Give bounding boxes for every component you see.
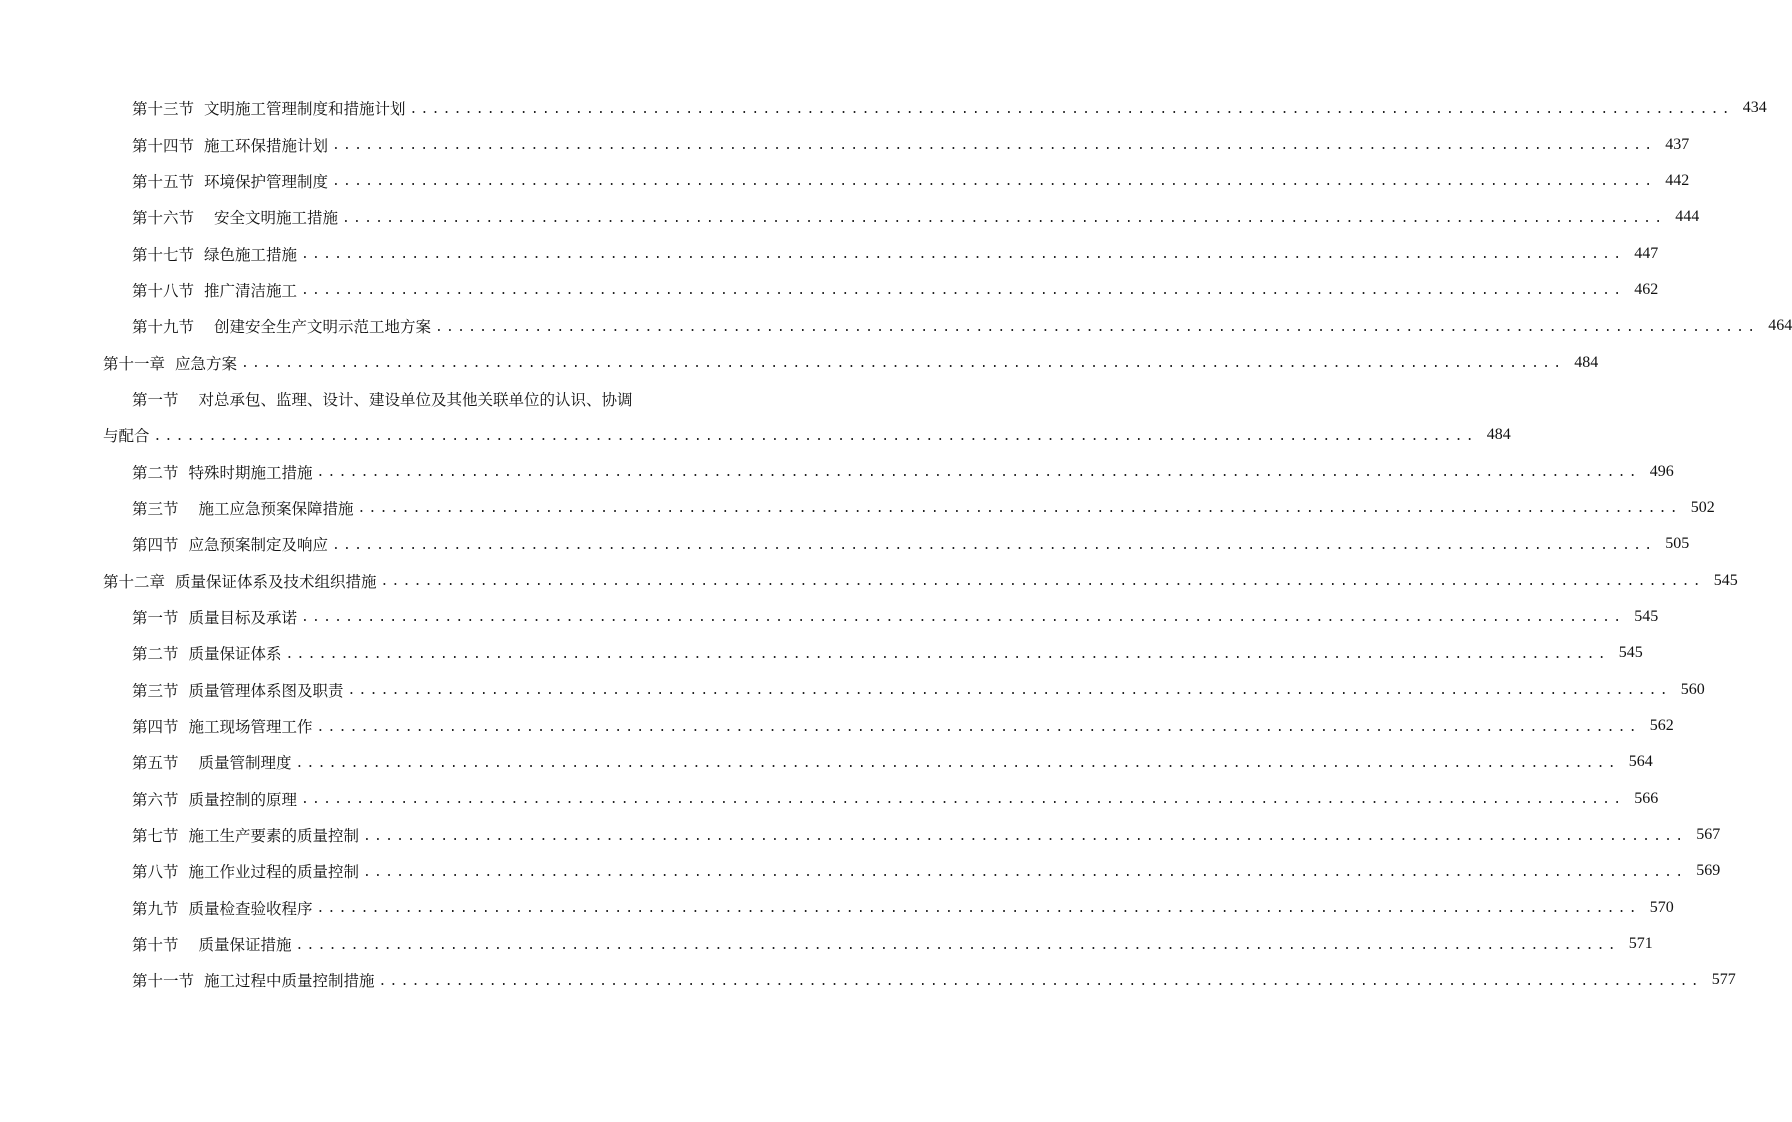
toc-entry-title: 应急预案制定及响应 bbox=[188, 536, 329, 555]
table-of-contents bbox=[0, 90, 1792, 999]
toc-page-number: 484 bbox=[1574, 353, 1599, 371]
toc-page-number: 566 bbox=[1634, 789, 1659, 807]
toc-dot-leader: ........................................................................................................................ bbox=[316, 719, 1640, 735]
toc-page-number: 562 bbox=[1649, 717, 1674, 735]
toc-entry-title: 环境保护管理制度 bbox=[204, 172, 329, 191]
toc-page-number: 434 bbox=[1742, 99, 1767, 117]
toc-page-number: 502 bbox=[1690, 498, 1715, 516]
toc-entry-number: 第十一章 bbox=[103, 354, 166, 373]
toc-entry-title: 施工作业过程的质量控制 bbox=[188, 863, 360, 882]
toc-dot-leader: ........................................................................................................................ bbox=[357, 501, 1681, 517]
toc-section-entry[interactable] bbox=[0, 453, 1674, 489]
toc-entry-number: 第二节 bbox=[132, 463, 179, 482]
toc-dot-leader: ........................................................................................................................ bbox=[295, 755, 1619, 771]
toc-entry-number: 第一节 bbox=[132, 608, 179, 627]
toc-page-number: 564 bbox=[1628, 753, 1653, 771]
toc-section-entry[interactable] bbox=[0, 235, 1659, 271]
toc-section-entry[interactable] bbox=[0, 962, 1736, 998]
toc-entry-number: 第一节 bbox=[132, 390, 179, 409]
toc-dot-leader: ........................................................................................................................ bbox=[363, 828, 1687, 844]
toc-entry-number: 第七节 bbox=[132, 827, 179, 846]
toc-page-number: 570 bbox=[1649, 898, 1674, 916]
toc-entry-title: 质量检查验收程序 bbox=[188, 899, 313, 918]
toc-entry-title: 质量保证体系 bbox=[188, 645, 282, 664]
toc-dot-leader: ........................................................................................................................ bbox=[378, 973, 1702, 989]
toc-entry-title: 施工环保措施计划 bbox=[204, 136, 329, 155]
toc-page-number: 437 bbox=[1665, 135, 1690, 153]
toc-entry-title: 质量保证体系及技术组织措施 bbox=[175, 572, 377, 591]
toc-entry-title: 施工应急预案保障措施 bbox=[198, 499, 354, 518]
toc-section-entry[interactable] bbox=[0, 744, 1653, 780]
toc-dot-leader: ........................................................................................................................ bbox=[301, 247, 1625, 263]
toc-dot-leader: ........................................................................................................................ bbox=[301, 792, 1625, 808]
toc-entry-number: 第四节 bbox=[132, 536, 179, 555]
toc-section-entry[interactable] bbox=[0, 890, 1674, 926]
toc-entry-title: 质量管制理度 bbox=[198, 754, 292, 773]
toc-section-entry[interactable] bbox=[0, 381, 794, 417]
toc-entry-number: 第三节 bbox=[132, 499, 179, 518]
toc-dot-leader: ........................................................................................................................ bbox=[316, 901, 1640, 917]
toc-entry-number: 第十六节 bbox=[132, 209, 195, 228]
toc-entry-number: 第十二章 bbox=[103, 572, 166, 591]
toc-entry-number: 第三节 bbox=[132, 681, 179, 700]
toc-section-entry[interactable] bbox=[0, 599, 1659, 635]
toc-page-number: 577 bbox=[1711, 971, 1736, 989]
toc-section-entry[interactable] bbox=[0, 853, 1721, 889]
toc-page-number: 569 bbox=[1696, 862, 1721, 880]
toc-dot-leader: ........................................................................................................................ bbox=[342, 210, 1666, 226]
toc-entry-number: 第二节 bbox=[132, 645, 179, 664]
toc-section-entry[interactable] bbox=[0, 126, 1690, 162]
toc-entry-title: 质量管理体系图及职责 bbox=[188, 681, 344, 700]
toc-dot-leader: ........................................................................................................................ bbox=[380, 574, 1704, 590]
toc-dot-leader: ........................................................................................................................ bbox=[409, 101, 1733, 117]
toc-entry-number: 第十节 bbox=[132, 936, 179, 955]
toc-entry-number: 第五节 bbox=[132, 754, 179, 773]
toc-dot-leader: ........................................................................................................................ bbox=[241, 356, 1565, 372]
toc-page-number: 545 bbox=[1713, 571, 1738, 589]
toc-dot-leader: ........................................................................................................................ bbox=[435, 319, 1759, 335]
toc-entry-title: 施工过程中质量控制措施 bbox=[204, 972, 375, 991]
toc-section-entry[interactable] bbox=[0, 781, 1659, 817]
toc-page-number: 567 bbox=[1696, 826, 1721, 844]
toc-dot-leader: ........................................................................................................................ bbox=[153, 428, 1477, 444]
toc-page-number: 560 bbox=[1680, 680, 1705, 698]
toc-entry-number: 第十九节 bbox=[132, 318, 195, 337]
toc-entry-title: 质量控制的原理 bbox=[188, 790, 298, 809]
toc-page-number: 462 bbox=[1634, 280, 1659, 298]
toc-dot-leader: ........................................................................................................................ bbox=[363, 864, 1687, 880]
toc-entry-number: 第十三节 bbox=[132, 100, 195, 119]
toc-entry-title: 质量目标及承诺 bbox=[188, 608, 298, 627]
toc-entry-number: 第四节 bbox=[132, 718, 179, 737]
toc-section-entry[interactable] bbox=[0, 672, 1705, 708]
toc-page-number: 496 bbox=[1649, 462, 1674, 480]
toc-page-number: 442 bbox=[1665, 171, 1690, 189]
toc-entry-number: 第十七节 bbox=[132, 245, 195, 264]
toc-entry-number: 第十五节 bbox=[132, 172, 195, 191]
toc-dot-leader: ........................................................................................................................ bbox=[332, 138, 1656, 154]
toc-page-number: 444 bbox=[1675, 208, 1700, 226]
toc-chapter-entry[interactable] bbox=[0, 562, 1738, 598]
toc-entry-number: 第六节 bbox=[132, 790, 179, 809]
toc-entry-title: 施工生产要素的质量控制 bbox=[188, 827, 360, 846]
toc-entry-title: 施工现场管理工作 bbox=[188, 718, 313, 737]
toc-entry-title: 特殊时期施工措施 bbox=[188, 463, 313, 482]
toc-entry-title: 绿色施工措施 bbox=[204, 245, 298, 264]
toc-section-entry[interactable] bbox=[0, 490, 1715, 526]
toc-section-entry[interactable] bbox=[0, 90, 1767, 126]
toc-entry-title: 应急方案 bbox=[175, 354, 238, 373]
toc-dot-leader: ........................................................................................................................ bbox=[316, 465, 1640, 481]
toc-dot-leader: ........................................................................................................................ bbox=[332, 174, 1656, 190]
toc-page-number: 545 bbox=[1618, 644, 1643, 662]
toc-entry-number: 第十八节 bbox=[132, 281, 195, 300]
toc-entry-title: 质量保证措施 bbox=[198, 936, 292, 955]
toc-dot-leader: ........................................................................................................................ bbox=[347, 683, 1671, 699]
toc-section-entry[interactable] bbox=[0, 163, 1690, 199]
toc-section-entry[interactable] bbox=[0, 635, 1643, 671]
toc-page-number: 505 bbox=[1665, 535, 1690, 553]
toc-section-entry[interactable] bbox=[0, 926, 1653, 962]
toc-entry-number: 第十一节 bbox=[132, 972, 195, 991]
toc-entry-number: 第八节 bbox=[132, 863, 179, 882]
toc-page-number: 484 bbox=[1486, 426, 1511, 444]
toc-section-entry[interactable] bbox=[0, 817, 1721, 853]
toc-section-entry[interactable] bbox=[0, 199, 1700, 235]
toc-section-entry[interactable] bbox=[0, 417, 1511, 453]
toc-dot-leader: ........................................................................................................................ bbox=[285, 646, 1609, 662]
toc-page-number: 464 bbox=[1768, 317, 1792, 335]
toc-page-number: 571 bbox=[1628, 935, 1653, 953]
toc-dot-leader: ........................................................................................................................ bbox=[301, 610, 1625, 626]
toc-section-entry[interactable] bbox=[0, 272, 1659, 308]
toc-entry-title: 文明施工管理制度和措施计划 bbox=[204, 100, 406, 119]
toc-entry-title: 对总承包、监理、设计、建设单位及其他关联单位的认识、协调 bbox=[198, 390, 633, 409]
toc-section-entry[interactable] bbox=[0, 708, 1674, 744]
toc-section-entry[interactable] bbox=[0, 308, 1792, 344]
toc-page-number: 545 bbox=[1634, 607, 1659, 625]
toc-page-number: 447 bbox=[1634, 244, 1659, 262]
toc-entry-title: 安全文明施工措施 bbox=[214, 209, 339, 228]
toc-entry-number: 第九节 bbox=[132, 899, 179, 918]
toc-section-entry[interactable] bbox=[0, 526, 1690, 562]
toc-chapter-entry[interactable] bbox=[0, 344, 1599, 380]
toc-entry-title: 与配合 bbox=[103, 427, 150, 446]
toc-entry-title: 创建安全生产文明示范工地方案 bbox=[214, 318, 432, 337]
toc-dot-leader: ........................................................................................................................ bbox=[301, 283, 1625, 299]
toc-entry-title: 推广清洁施工 bbox=[204, 281, 298, 300]
toc-entry-number: 第十四节 bbox=[132, 136, 195, 155]
toc-dot-leader: ........................................................................................................................ bbox=[295, 937, 1619, 953]
toc-dot-leader: ........................................................................................................................ bbox=[332, 537, 1656, 553]
